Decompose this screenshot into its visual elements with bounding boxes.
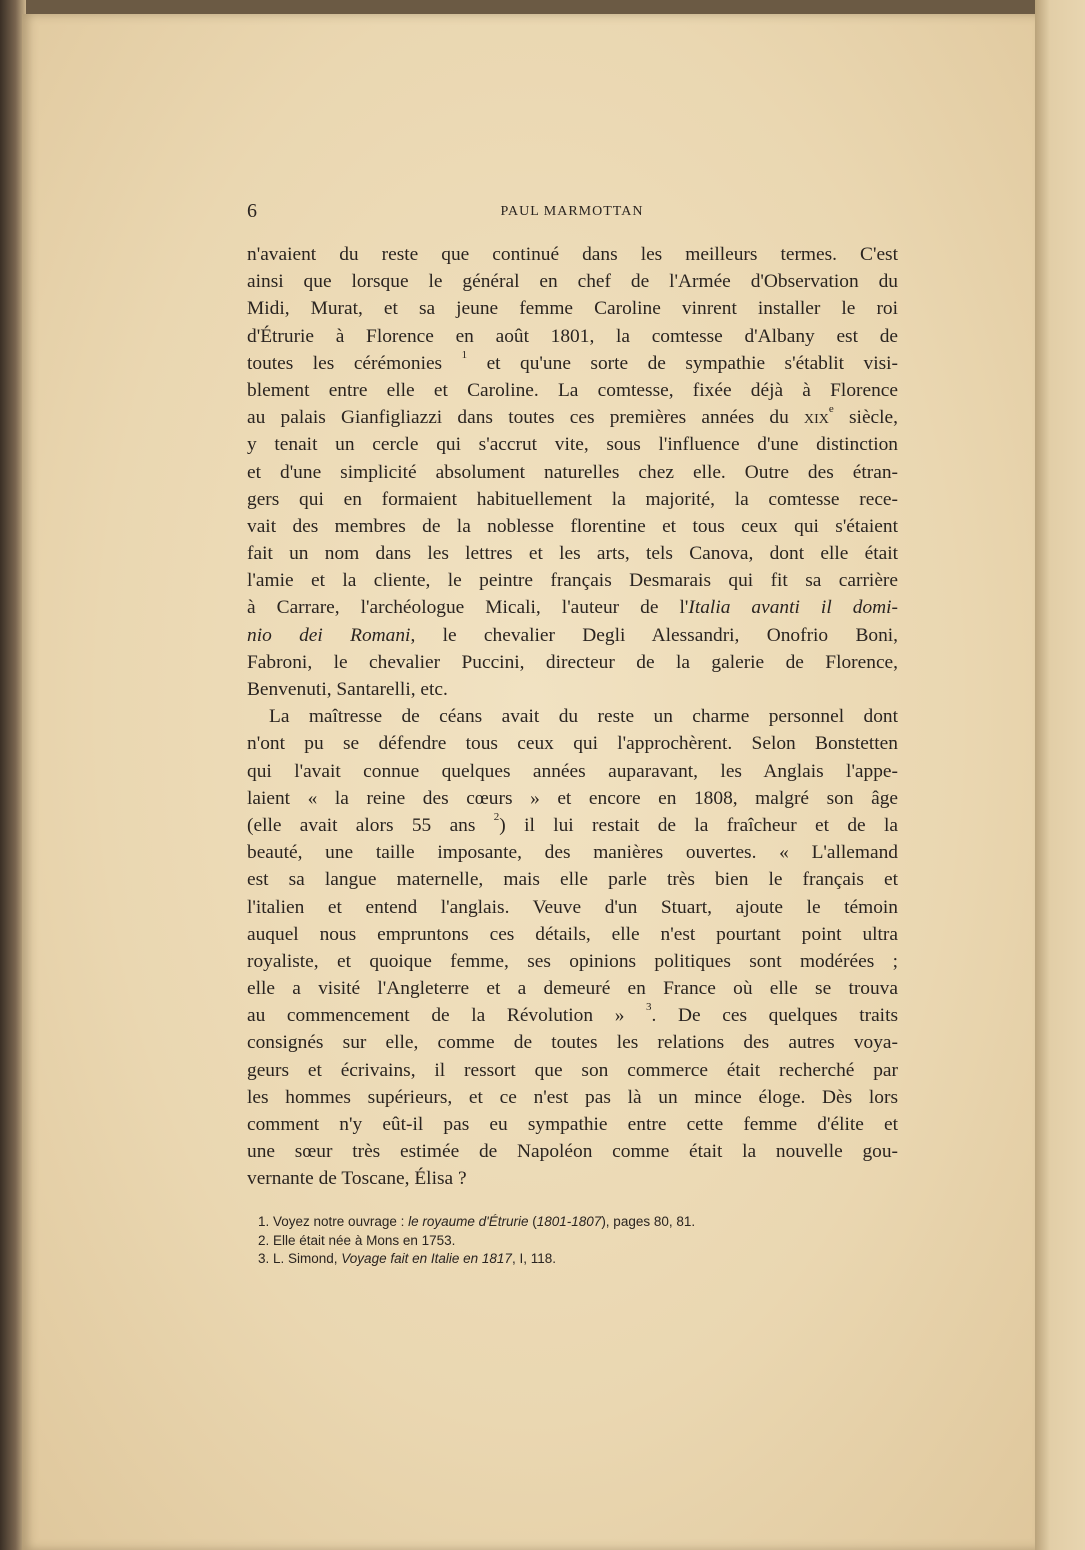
text-segment: ainsi que lorsque le général en chef de l'Armée d'Observation du	[247, 271, 898, 293]
text-segment: (	[528, 1214, 537, 1229]
text-segment: royaliste, et quoique femme, ses opinions politiques sont modérées ;	[247, 950, 898, 972]
text-segment: à Carrare, l'archéologue Micali, l'auteur de l'	[247, 597, 689, 619]
text-line	[247, 377, 898, 404]
text-segment: 3	[646, 1001, 652, 1014]
text-line	[247, 785, 898, 812]
footnote	[258, 1250, 695, 1269]
text-segment: siècle,	[833, 407, 898, 429]
text-segment: au commencement de la Révolution »	[247, 1005, 647, 1027]
text-line	[247, 1084, 898, 1111]
text-segment: ) il lui restait de la fraîcheur et de la	[499, 814, 898, 836]
text-line	[247, 649, 898, 676]
text-segment: y tenait un cercle qui s'accrut vite, sous l'influence d'une distinction	[247, 434, 898, 456]
text-line	[247, 975, 898, 1002]
text-line	[247, 268, 898, 295]
text-line	[247, 431, 898, 458]
text-line	[247, 622, 898, 649]
text-line	[247, 540, 898, 567]
text-line	[247, 921, 898, 948]
text-segment: consignés sur elle, comme de toutes les relations des autres voya-	[247, 1032, 898, 1054]
text-segment: e	[828, 403, 834, 416]
text-segment: fait un nom dans les lettres et les arts, tels Canova, dont elle était	[247, 543, 898, 565]
text-segment: La maîtresse de céans avait du reste un charme personnel dont	[269, 706, 898, 728]
page-number: 6	[247, 200, 257, 222]
text-segment: laient « la reine des cœurs » et encore en 1808, malgré son âge	[247, 787, 898, 809]
text-segment: nio dei Romani	[247, 624, 411, 646]
text-line	[247, 894, 898, 921]
text-line	[247, 567, 898, 594]
text-line	[247, 350, 898, 377]
text-line	[247, 703, 898, 730]
text-segment: les hommes supérieurs, et ce n'est pas là un mince éloge. Dès lors	[247, 1086, 898, 1108]
text-segment: 2	[493, 810, 500, 823]
text-segment: Fabroni, le chevalier Puccini, directeur de la galerie de Florence,	[247, 651, 898, 673]
text-line	[247, 1165, 898, 1192]
text-segment: vernante de Toscane, Élisa ?	[247, 1168, 467, 1190]
text-line	[247, 486, 898, 513]
text-segment: qui l'avait connue quelques années auparavant, les Anglais l'appe-	[247, 760, 898, 782]
text-segment: auquel nous empruntons ces détails, elle n'est pourtant point ultra	[247, 923, 898, 945]
facing-page-edge	[1035, 0, 1085, 1550]
text-segment: 1	[461, 348, 468, 361]
body-text	[247, 241, 898, 1193]
text-line	[247, 404, 898, 431]
text-line	[247, 676, 898, 703]
text-segment: une sœur très estimée de Napoléon comme était la nouvelle gou-	[247, 1141, 898, 1163]
text-segment: , le chevalier Degli Alessandri, Onofrio Boni,	[410, 624, 898, 646]
text-segment: le royaume d'Étrurie	[408, 1214, 529, 1229]
text-segment: 1. Voyez notre ouvrage :	[258, 1214, 409, 1229]
text-line	[247, 459, 898, 486]
text-line	[247, 730, 898, 757]
text-line	[247, 1002, 898, 1029]
text-segment: (elle avait alors 55 ans	[247, 814, 494, 836]
text-line	[247, 1138, 898, 1165]
text-line	[247, 839, 898, 866]
text-segment: et qu'une sorte de sympathie s'établit visi-	[467, 352, 898, 374]
text-segment: et d'une simplicité absolument naturelles chez elle. Outre des étran-	[247, 461, 898, 483]
text-line	[247, 1029, 898, 1056]
text-segment: Voyage fait en Italie en 1817	[341, 1251, 512, 1266]
page-header	[247, 200, 897, 224]
text-segment: ), pages 80, 81.	[601, 1214, 696, 1229]
text-segment: est sa langue maternelle, mais elle parle très bien le français et	[247, 869, 898, 891]
text-line	[247, 594, 898, 621]
text-segment: au palais Gianfigliazzi dans toutes ces premières années du	[247, 407, 804, 429]
text-line	[247, 513, 898, 540]
text-segment: beauté, une taille imposante, des manières ouvertes. « L'allemand	[247, 842, 898, 864]
text-segment: Benvenuti, Santarelli, etc.	[247, 679, 448, 700]
text-line	[247, 1057, 898, 1084]
text-segment: l'italien et entend l'anglais. Veuve d'un Stuart, ajoute le témoin	[247, 896, 898, 918]
footnote	[258, 1213, 695, 1232]
text-segment: , I, 118.	[511, 1251, 556, 1266]
text-line	[247, 812, 898, 839]
footnotes	[258, 1213, 695, 1269]
text-line	[247, 1111, 898, 1138]
text-segment: d'Étrurie à Florence en août 1801, la comtesse d'Albany est de	[247, 325, 898, 347]
text-segment: toutes les cérémonies	[247, 352, 462, 374]
text-line	[247, 241, 898, 268]
text-line	[247, 948, 898, 975]
text-segment: gers qui en formaient habituellement la majorité, la comtesse rece-	[247, 488, 898, 510]
text-line	[247, 758, 898, 785]
text-segment: n'avaient du reste que continué dans les meilleurs termes. C'est	[247, 244, 898, 265]
footnote	[258, 1232, 695, 1251]
text-segment: 1801-1807	[536, 1214, 602, 1229]
text-segment: . De ces quelques traits	[651, 1005, 899, 1027]
text-segment: geurs et écrivains, il ressort que son commerce était recherché par	[247, 1059, 898, 1081]
text-line	[247, 295, 898, 322]
text-segment: vait des membres de la noblesse florentine et tous ceux qui s'étaient	[247, 515, 898, 537]
text-segment: xix	[804, 407, 829, 429]
text-segment: Italia avanti il domi-	[688, 597, 898, 619]
text-segment: blement entre elle et Caroline. La comtesse, fixée déjà à Florence	[247, 379, 898, 401]
text-line	[247, 323, 898, 350]
running-title: PAUL MARMOTTAN	[500, 204, 644, 219]
text-line	[247, 866, 898, 893]
text-segment: elle a visité l'Angleterre et a demeuré en France où elle se trouva	[247, 978, 898, 1000]
text-segment: Midi, Murat, et sa jeune femme Caroline vinrent installer le roi	[247, 298, 898, 320]
text-segment: 3. L. Simond,	[258, 1251, 342, 1266]
text-segment: comment n'y eût-il pas eu sympathie entre cette femme d'élite et	[247, 1114, 898, 1135]
text-segment: l'amie et la cliente, le peintre français Desmarais qui fit sa carrière	[247, 570, 898, 592]
text-segment: n'ont pu se défendre tous ceux qui l'approchèrent. Selon Bonstetten	[247, 733, 898, 755]
text-segment: 2. Elle était née à Mons en 1753.	[258, 1232, 456, 1248]
